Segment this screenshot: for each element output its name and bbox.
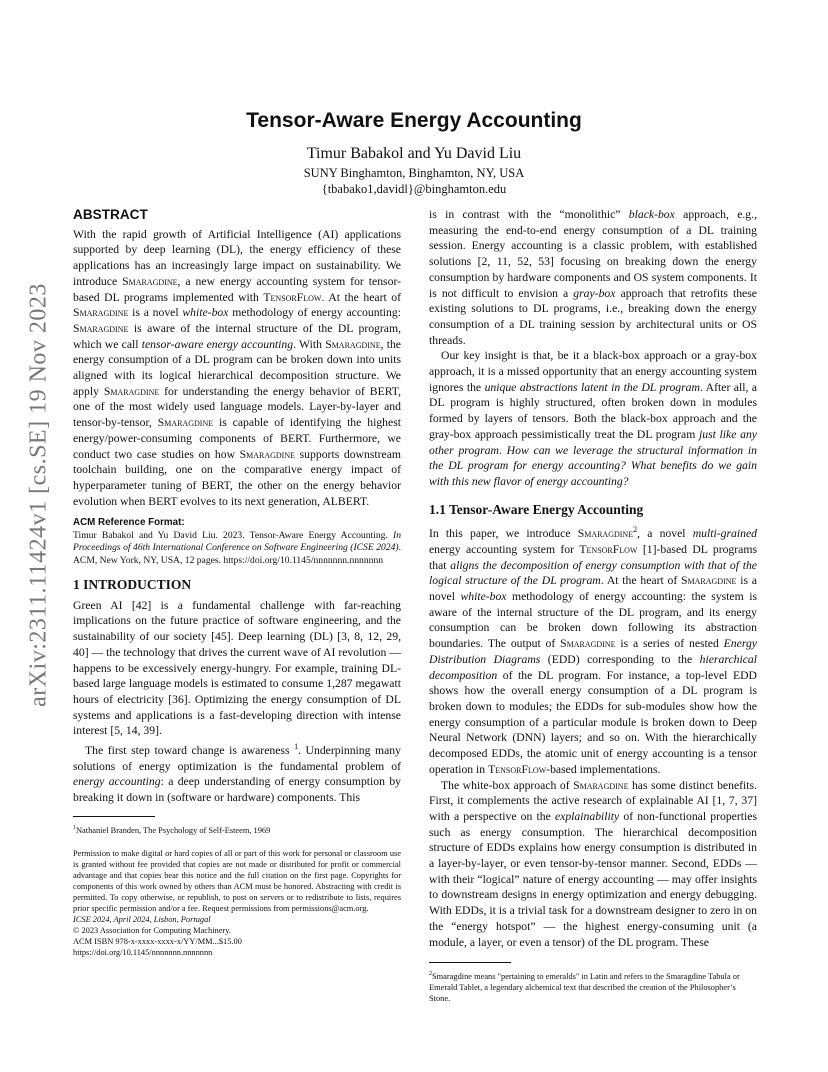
footnote-rule-right xyxy=(429,962,511,963)
right-paragraph-3: In this paper, we introduce Smaragdine$^2$, a novel multi-grained energy accounting system for TensorFlow [1]-based DL programs that aligns the decomposition of energy consumption with that of the logical structure of the DL program. At the heart of Smaragdine is a novel white-box methodology of energy accounting: the system is aware of the internal structure of the DL program, and its energy consumption can be broken down following its abstraction boundaries. The output of Smaragdine is a series of nested Energy Distribution Diagrams (EDD) corresponding to the hierarchical decomposition of the DL program. For instance, a top-level EDD shows how the overall energy consumption of a DL program is broken down to modules; the EDDs for sub-modules show how the energy consumption of a particular module is broken down to Deep Neural Network (DNN) layers; and so on. With the hierarchically decomposed EDDs, the atomic unit of energy accounting is a tensor operation in TensorFlow-based implementations. xyxy=(429,525,757,776)
paper-title: Tensor-Aware Energy Accounting xyxy=(246,109,582,132)
left-column xyxy=(73,207,401,958)
footnote-1: $^1$Nathaniel Branden, The Psychology of Self-Esteem, 1969 xyxy=(73,824,271,835)
abstract-heading: ABSTRACT xyxy=(73,207,148,222)
abstract-text: With the rapid growth of Artificial Intelligence (AI) applications supported by deep learning (DL), the energy efficiency of these applications has an increasingly large impact on sustainability. We introduce Smaragdine, a new energy accounting system for tensor-based DL programs implemented with TensorFlow. At the heart of Smaragdine is a novel white-box methodology of energy accounting: Smaragdine is aware of the internal structure of the DL program, which we call tensor-aware energy accounting. With Smaragdine, the energy consumption of a DL program can be broken down into units aligned with its logical hierarchical decomposition structure. We apply Smaragdine for understanding the energy behavior of BERT, one of the most widely used language models. Layer-by-layer and tensor-by-tensor, Smaragdine is capable of identifying the highest energy/power-consuming components of BERT. Furthermore, we conduct two case studies on how Smaragdine supports downstream toolchain building, one on the comparative energy impact of hyperparameter tuning of BERT, the other on the energy behavior evolution when BERT evolves to its next generation, ALBERT. xyxy=(73,227,401,508)
isbn: ACM ISBN 978-x-xxxx-xxxx-x/YY/MM...$15.00 xyxy=(73,936,242,946)
doi-link[interactable]: https://doi.org/10.1145/nnnnnnn.nnnnnnn xyxy=(73,947,213,957)
copyright-notice: © 2023 Association for Computing Machinery. xyxy=(73,925,231,935)
right-paragraph-1: is in contrast with the “monolithic” black-box approach, e.g., measuring the end-to-end energy consumption of a DL training session. Energy accounting is a classic problem, with established solutions [2, 11, 52, 53] focusing on breaking down the energy consumption by hardware components and OS system components. It is not difficult to envision a gray-box approach that retrofits these existing solutions to DL programs, i.e., breaking down the energy consumption of a DL training session by architectural units or OS threads. xyxy=(429,208,757,347)
footnote-rule xyxy=(73,816,155,817)
acm-reference: ACM Reference Format: Timur Babakol and Yu David Liu. 2023. Tensor-Aware Energy Accounting. In Proceedings of 46th International Conference on Software Engineering (ICSE 2024). ACM, New York, NY, USA, 12 pages. https://doi.org/10.1145/nnnnnnn.nnnnnnn xyxy=(73,517,401,566)
subsection-heading: 1.1 Tensor-Aware Energy Accounting xyxy=(429,501,644,517)
intro-paragraph-2: The first step toward change is awareness $^1$. Underpinning many solutions of energy optimization is the fundamental problem of energy accounting: a deep understanding of energy consumption by breaking it down in (software or hardware) components. This xyxy=(73,742,402,805)
arxiv-stamp: arXiv:2311.11424v1 [cs.SE] 19 Nov 2023 xyxy=(25,283,52,707)
acm-reference-heading: ACM Reference Format: xyxy=(73,517,185,529)
right-column xyxy=(429,207,757,1004)
permission-notice: Permission to make digital or hard copies of all or part of this work for personal or classroom use is granted without fee provided that copies are not made or distributed for profit or commercial advantage and that copies bear this notice and the full citation on the first page. Copyrights for components of this work owned by others than ACM must be honored. Abstracting with credit is permitted. To copy otherwise, or republish, to post on servers or to redistribute to lists, requires prior specific permission and/or a fee. Request permissions from permissions@acm.org. xyxy=(73,848,401,913)
author-list: Timur Babakol and Yu David Liu xyxy=(306,145,522,162)
intro-paragraph-1: Green AI [42] is a fundamental challenge with far-reaching implications on the future practice of software engineering, and the sustainability of our society [45]. Deep learning (DL) [3, 8, 12, 29, 40] — the technology that drives the current wave of AI revolution — happens to be excessively energy-hungry. For example, training DL-based large language models is estimated to consume 1,287 megawatt hours of electricity [36]. Optimizing the energy consumption of DL systems and applications is a fast-developing direction with intense interest [5, 14, 39]. xyxy=(73,598,401,738)
intro-heading: 1 INTRODUCTION xyxy=(73,576,192,592)
right-paragraph-2: Our key insight is that, be it a black-box approach or a gray-box approach, it is a missed opportunity that an energy accounting system ignores the unique abstractions latent in the DL program. After all, a DL program is highly structured, often broken down in modules formed by layers of tensors. Both the black-box approach and the gray-box approach pessimistically treat the DL program just like any other program. How can we leverage the structural information in the DL program for energy accounting? What benefits do we gain with this new flavor of energy accounting? xyxy=(429,349,758,488)
author-email: {tbabako1,davidl}@binghamton.edu xyxy=(321,182,507,196)
conference-info: ICSE 2024, April 2024, Lisbon, Portugal xyxy=(73,914,211,924)
footnote-2: $^2$Smaragdine means "pertaining to emeralds" in Latin and refers to the Smaragdine Tabula or Emerald Tablet, a legendary alchemical text that described the creation of the Philosopher’s Stone. xyxy=(429,971,740,1004)
affiliation: SUNY Binghamton, Binghamton, NY, USA xyxy=(303,166,525,180)
right-paragraph-4: The white-box approach of Smaragdine has some distinct benefits. First, it complements the active research of explainable AI [1, 7, 37] with a perspective on the explainability of non-functional properties such as energy consumption. The hierarchical decomposition structure of EDDs explains how energy consumption is distributed in a layer-by-layer, or even tensor-by-tensor manner. Second, EDDs — with their “logical” nature of energy accounting — may offer insights to downstream designs in energy optimization and energy debugging. With EDDs, it is a trivial task for a downstream designer to zero in on the “energy hotspot” — the highest energy-consuming unit (a module, a layer, or even a tensor) of the DL program. These xyxy=(429,778,757,949)
